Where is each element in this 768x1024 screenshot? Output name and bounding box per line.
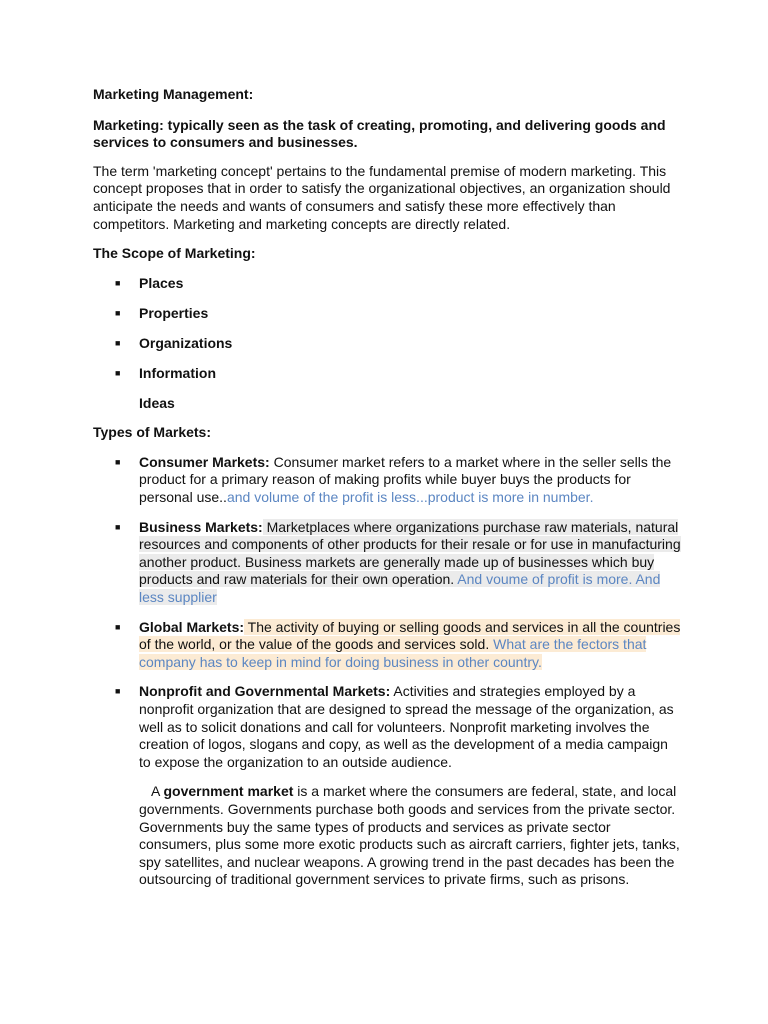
market-term: Business Markets:	[139, 518, 263, 535]
bullet-icon: ■	[115, 521, 121, 532]
bullet-icon: ■	[115, 456, 121, 467]
market-text: The activity of buying or selling goods and services in all the countries of the world, or the value of the goods and services sold.	[139, 618, 681, 653]
market-text: Marketplaces where organizations purchase raw materials, natural resources and components of other products for their resale or for use in manufacturing another product. Business markets are generally made up of businesses which buy products and raw materials for their own operation.	[139, 518, 681, 588]
list-item: ■ Organizations	[115, 334, 233, 351]
market-text: Activities and strategies employed by a nonprofit organization that are designed to spread the message of the organization, as well as to solicit donations and call for volunteers. Nonprofit marketing involves the creation of logos, slogans and copy, as well as the development of a media campaign to expose the organization to an outside audience.	[139, 683, 674, 770]
list-item: ■ Places	[115, 274, 184, 291]
concept-paragraph: The term 'marketing concept' pertains to the fundamental premise of modern marketing. This concept proposes that in order to satisfy the organizational objectives, an organization should anticipate the needs and wants of consumers and satisfy these more effectively than competitors. Marketing and marketing concepts are directly related.	[93, 162, 671, 232]
market-global	[93, 619, 683, 672]
bullet-icon: ■	[115, 307, 121, 318]
market-nonprofit	[93, 683, 683, 771]
market-term: Global Markets:	[139, 618, 245, 635]
doc-title: Marketing Management:	[93, 86, 254, 102]
bullet-icon: ■	[115, 277, 121, 288]
list-item: ■ Properties	[115, 304, 209, 321]
market-business	[93, 519, 683, 607]
scope-item-ideas: Ideas	[139, 394, 175, 411]
markets-list	[93, 454, 683, 772]
bullet-icon: ■	[115, 337, 121, 348]
market-note: and volume of the profit is less...product is more in number.	[226, 489, 594, 506]
doc-subtitle: Marketing: typically seen as the task of creating, promoting, and delivering goods and services to consumers and businesses.	[93, 116, 666, 151]
list-item: ■ Information	[115, 364, 216, 381]
document-page	[93, 86, 683, 889]
market-term: Nonprofit and Governmental Markets:	[139, 683, 391, 700]
market-consumer	[93, 454, 683, 507]
bullet-icon: ■	[115, 621, 121, 632]
bullet-icon: ■	[115, 367, 121, 378]
market-note: And voume of profit is more. And less supplier	[139, 571, 661, 606]
government-market-term: government market	[163, 783, 294, 800]
market-term: Consumer Markets:	[139, 453, 270, 470]
scope-heading: The Scope of Marketing:	[93, 245, 256, 262]
bullet-icon: ■	[115, 686, 121, 697]
scope-list	[93, 275, 683, 383]
market-note: What are the fectors that company has to keep in mind for doing business in other country.	[139, 636, 647, 670]
government-market-paragraph: A government market is a market where the consumers are federal, state, and local governments. Governments purchase both goods and services from the private sector. Governments buy the same types of products and services as private sector consumers, plus some more exotic products such as aircraft carriers, fighter jets, tanks, spy satellites, and nuclear weapons. A growing trend in the past decades has been the outsourcing of traditional government services to private firms, such as prisons.	[139, 783, 680, 888]
markets-heading: Types of Markets:	[93, 424, 211, 441]
market-text: Consumer market refers to a market where in the seller sells the product for a primary reason of making profits while buyer buys the products for personal use..	[139, 453, 672, 506]
